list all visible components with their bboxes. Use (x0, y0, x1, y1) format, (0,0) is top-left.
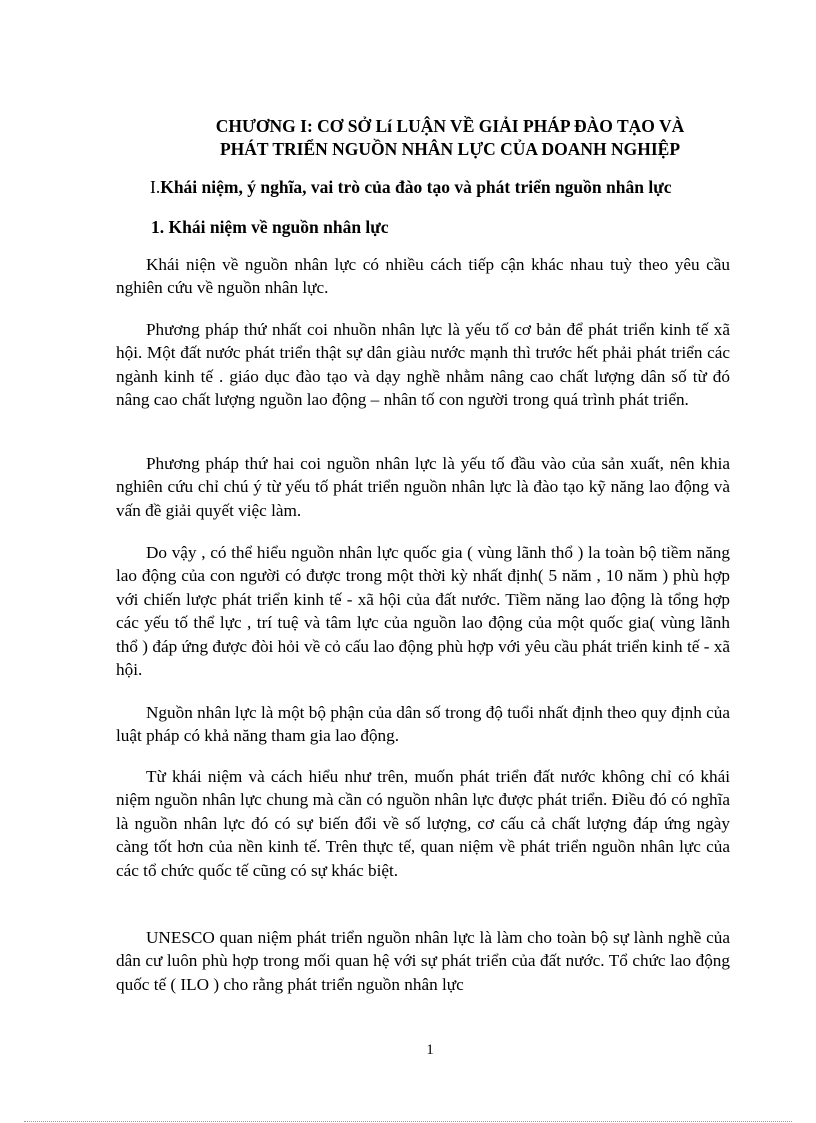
paragraph-national-definition: Do vậy , có thể hiểu nguồn nhân lực quốc gia ( vùng lãnh thổ ) la toàn bộ tiềm năng lao động của con người có được trong một thời kỳ nhất định( 5 năm , 10 năm ) phù hợp với chiến lược phát triển kinh tế - xã hội của đất nước. Tiềm năng lao động là tổng hợp các yếu tố thể lực , trí tuệ và tâm lực của nguồn lao động của một quốc gia( vùng lãnh thổ ) đáp ứng được đòi hỏi về cỏ cấu lao động phù hợp với yêu cầu phát triển kinh tế - xã hội. (116, 543, 730, 680)
chapter-title (150, 115, 750, 161)
section-number: I. (150, 177, 161, 197)
subsection-heading: 1. Khái niệm về nguồn nhân lực (151, 217, 389, 237)
paragraph-first-method: Phương pháp thứ nhất coi nhuồn nhân lực là yếu tố cơ bản để phát triển kinh tế xã hội. Một đất nước phát triển thật sự dân giàu nước mạnh thì trước hết phải phát triển các ngành kinh tế . giáo dục đào tạo và dạy nghề nhằm nâng cao chất lượng dân số từ đó nâng cao chất lượng nguồn lao động – nhân tố con người trong quá trình phát triển. (116, 320, 730, 410)
paragraph-unesco-ilo: UNESCO quan niệm phát triển nguồn nhân lực là làm cho toàn bộ sự lành nghề của dân cư luôn phù hợp trong mối quan hệ với sự phát triển của đất nước. Tổ chức lao động quốc tế ( ILO ) cho rằng phát triển nguồn nhân lực (116, 928, 730, 994)
page-bottom-divider (24, 1121, 792, 1122)
chapter-title-line-2: PHÁT TRIỂN NGUỒN NHÂN LỰC CỦA DOANH NGHIỆP (219, 139, 681, 159)
page-number: 1 (426, 1042, 434, 1058)
section-title: Khái niệm, ý nghĩa, vai trò của đào tạo và phát triển nguồn nhân lực (160, 177, 672, 197)
section-heading (150, 176, 671, 199)
paragraph-definition-intro: Khái niện về nguồn nhân lực có nhiều cách tiếp cận khác nhau tuỳ theo yêu cầu nghiên cứu về nguồn nhân lực. (116, 255, 730, 298)
paragraph-population-part: Nguồn nhân lực là một bộ phận của dân số trong độ tuổi nhất định theo quy định của luật pháp có khả năng tham gia lao động. (116, 703, 730, 746)
paragraph-second-method: Phương pháp thứ hai coi nguồn nhân lực là yếu tố đầu vào của sản xuất, nên khia nghiên cứu chỉ chú ý từ yếu tố phát triển nguồn nhân lực là đào tạo kỹ năng lao động và vấn đề giải quyết việc làm. (116, 454, 730, 520)
chapter-title-line-1: CHƯƠNG I: CƠ SỞ Lí LUẬN VỀ GIẢI PHÁP ĐÀO TẠO VÀ (215, 116, 685, 136)
paragraph-development-concept: Từ khái niệm và cách hiểu như trên, muốn phát triển đất nước không chỉ có khái niệm nguồn nhân lực chung mà cần có nguồn nhân lực được phát triển. Điều đó có nghĩa là nguồn nhân lực đó có sự biến đổi về số lượng, cơ cấu cả chất lượng đáp ứng ngày càng tốt hơn của nền kinh tế. Trên thực tế, quan niệm về phát triển nguồn nhân lực của các tổ chức quốc tế cũng có sự khác biệt. (116, 767, 730, 880)
